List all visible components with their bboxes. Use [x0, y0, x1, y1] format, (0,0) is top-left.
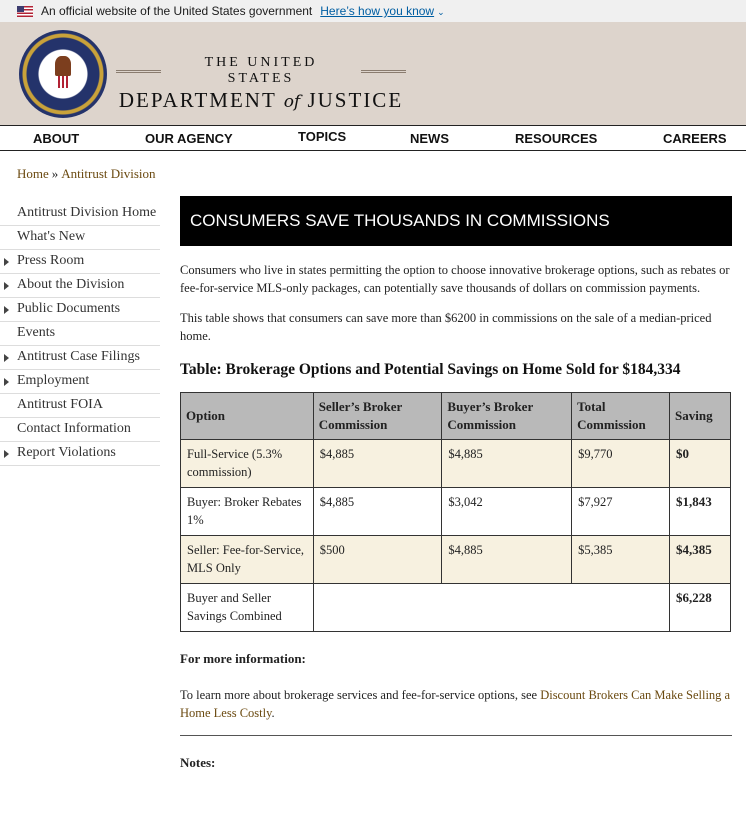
- table-row: [181, 536, 731, 584]
- wordmark-main: [116, 88, 406, 113]
- wordmark-top-text: THE UNITED STATES: [204, 55, 318, 86]
- caret-right-icon: [4, 258, 9, 266]
- sidebar-item-label: What's New: [17, 229, 86, 244]
- cell-combined-label: Buyer and Seller Savings Combined: [181, 584, 314, 632]
- sidebar-item-public-documents[interactable]: [0, 298, 160, 322]
- header-total-commission: Total Commission: [572, 393, 670, 440]
- breadcrumb-antitrust-division[interactable]: Antitrust Division: [61, 166, 156, 181]
- savings-table: [180, 392, 731, 632]
- sidebar-item-label: Events: [17, 325, 56, 340]
- cell-saving: $4,385: [670, 536, 731, 584]
- page-title: CONSUMERS SAVE THOUSANDS IN COMMISSIONS: [180, 196, 732, 246]
- cell-total: $9,770: [572, 440, 670, 488]
- sidebar-item-press-room[interactable]: [0, 250, 160, 274]
- nav-item-resources[interactable]: RESOURCES: [515, 130, 598, 146]
- cell-total: $7,927: [572, 488, 670, 536]
- sidebar-item-label: Press Room: [17, 253, 85, 268]
- sidebar-item-label: Contact Information: [17, 421, 131, 436]
- sidebar-item-employment[interactable]: [0, 370, 160, 394]
- discount-brokers-link[interactable]: Discount Brokers Can Make Selling a Home Less Costly: [180, 688, 731, 720]
- cell-saving: $0: [670, 440, 731, 488]
- caret-right-icon: [4, 378, 9, 386]
- table-title: Table: Brokerage Options and Potential Savings on Home Sold for $184,334: [180, 361, 681, 378]
- more-info-paragraph: [180, 686, 732, 722]
- cell-buyer: $4,885: [442, 440, 572, 488]
- nav-item-about[interactable]: ABOUT: [33, 130, 80, 146]
- cell-total: $5,385: [572, 536, 670, 584]
- cell-seller: $500: [313, 536, 442, 584]
- cell-option: Seller: Fee-for-Service, MLS Only: [181, 536, 314, 584]
- cell-seller: $4,885: [313, 488, 442, 536]
- cell-buyer: $3,042: [442, 488, 572, 536]
- cell-combined-saving: $6,228: [670, 584, 731, 632]
- nav-item-news[interactable]: NEWS: [410, 130, 449, 146]
- header-seller-commission: Seller’s Broker Commission: [313, 393, 442, 440]
- wordmark-department: DEPARTMENT: [118, 88, 277, 112]
- cell-combined-empty: [313, 584, 669, 632]
- cell-saving: $1,843: [670, 488, 731, 536]
- cell-seller: $4,885: [313, 440, 442, 488]
- header-saving: Saving: [670, 393, 731, 440]
- caret-right-icon: [4, 306, 9, 314]
- us-flag-icon: [17, 6, 33, 17]
- nav-item-topics[interactable]: TOPICS: [298, 129, 347, 144]
- cell-option: Full-Service (5.3% commission): [181, 440, 314, 488]
- sidebar-item-contact-information[interactable]: [0, 418, 160, 442]
- nav-item-careers[interactable]: CAREERS: [663, 130, 727, 146]
- sidebar-item-events[interactable]: [0, 322, 160, 346]
- sidebar-item-whats-new[interactable]: [0, 226, 160, 250]
- wordmark-rule-right: [361, 70, 406, 73]
- sidebar-item-label: Antitrust Division Home: [17, 205, 157, 220]
- sidebar-nav: [0, 202, 160, 466]
- heres-how-you-know-link[interactable]: [320, 4, 444, 18]
- more-info-text: To learn more about brokerage services and fee-for-service options, see: [180, 688, 541, 702]
- sidebar-item-label: Antitrust FOIA: [17, 397, 103, 412]
- sidebar-item-antitrust-case-filings[interactable]: [0, 346, 160, 370]
- nav-item-our-agency[interactable]: OUR AGENCY: [145, 130, 233, 146]
- main-content: [180, 196, 732, 771]
- gov-banner: [0, 0, 746, 22]
- notes-heading: Notes:: [180, 755, 216, 770]
- breadcrumb-separator: »: [51, 166, 59, 181]
- caret-right-icon: [4, 354, 9, 362]
- table-row: [181, 488, 731, 536]
- chevron-down-icon: ⌄: [437, 7, 445, 17]
- eagle-icon: [55, 56, 71, 76]
- header-option: Option: [181, 393, 314, 440]
- sidebar-item-label: Employment: [17, 373, 90, 388]
- table-row: [181, 440, 731, 488]
- breadcrumb-home[interactable]: Home: [17, 166, 49, 181]
- cell-option: Buyer: Broker Rebates 1%: [181, 488, 314, 536]
- doj-wordmark[interactable]: [116, 55, 406, 113]
- sidebar-item-label: About the Division: [17, 277, 125, 292]
- wordmark-top: [116, 55, 406, 87]
- intro-paragraph: Consumers who live in states permitting the option to choose innovative brokerage options, such as rebates or fee-for-service MLS-only packages, can potentially save thousands of dollars on commission payments.: [180, 263, 730, 295]
- header-buyer-commission: Buyer’s Broker Commission: [442, 393, 572, 440]
- table-header-row: [181, 393, 731, 440]
- cell-buyer: $4,885: [442, 536, 572, 584]
- more-info-end: .: [271, 706, 275, 720]
- doj-seal-icon[interactable]: [19, 30, 107, 118]
- sidebar-item-antitrust-foia[interactable]: [0, 394, 160, 418]
- gov-banner-text: An official website of the United States government: [41, 4, 313, 18]
- site-header: [0, 22, 746, 125]
- divider: [180, 735, 732, 736]
- main-nav: [0, 125, 746, 151]
- more-info-heading: For more information:: [180, 651, 306, 666]
- breadcrumb: [17, 166, 156, 182]
- gov-link-label: Here’s how you know: [320, 4, 435, 18]
- summary-paragraph: This table shows that consumers can save more than $6200 in commissions on the sale of a median-priced home.: [180, 311, 712, 343]
- wordmark-rule-left: [116, 70, 161, 73]
- caret-right-icon: [4, 282, 9, 290]
- sidebar-item-label: Report Violations: [17, 445, 116, 460]
- sidebar-item-label: Public Documents: [17, 301, 121, 316]
- wordmark-of: of: [283, 92, 301, 112]
- shield-icon: [58, 76, 68, 88]
- caret-right-icon: [4, 450, 9, 458]
- table-row-combined: [181, 584, 731, 632]
- sidebar-item-about-the-division[interactable]: [0, 274, 160, 298]
- sidebar-item-label: Antitrust Case Filings: [17, 349, 140, 364]
- sidebar-item-report-violations[interactable]: [0, 442, 160, 466]
- wordmark-justice: JUSTICE: [307, 88, 404, 112]
- sidebar-item-antitrust-division-home[interactable]: [0, 202, 160, 226]
